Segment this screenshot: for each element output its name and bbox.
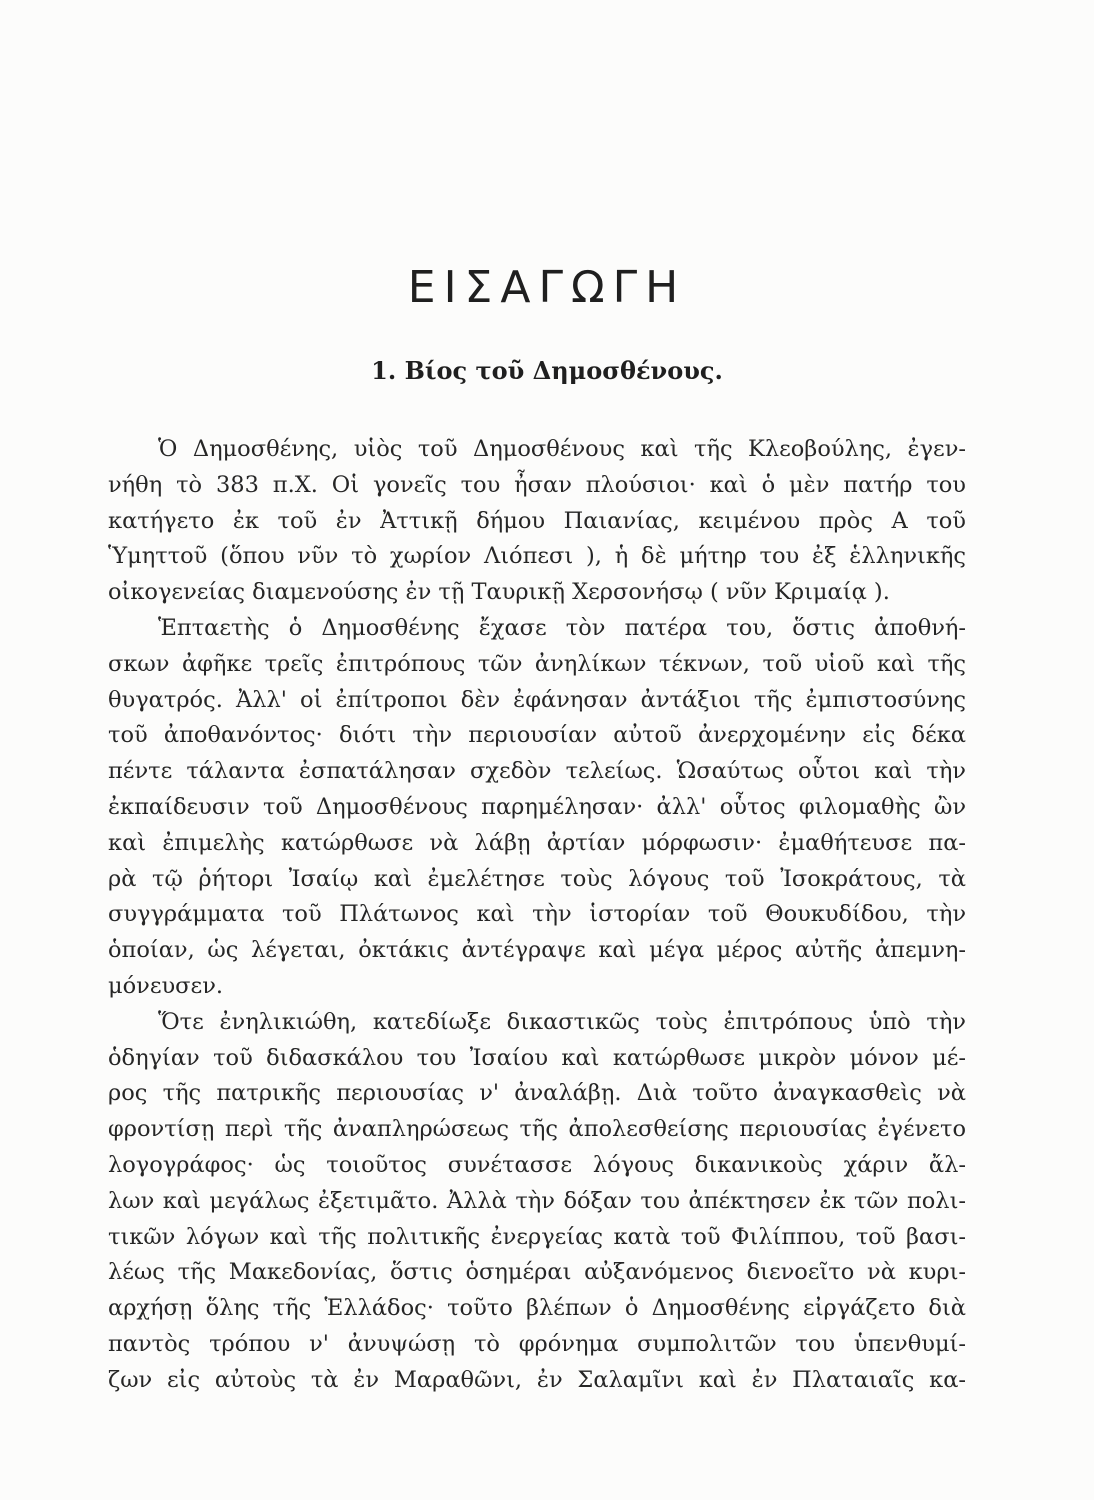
text-line: Ὅτε ἐνηλικιώθη, κατεδίωξε δικαστικῶς τοὺς ἐπιτρόπους ὑπὸ τὴν	[158, 1008, 966, 1035]
text-line: θυγατρός. Ἀλλ' οἱ ἐπίτροποι δὲν ἐφάνησαν ἀντάξιοι τῆς ἐμπιστοσύνης	[108, 686, 966, 713]
text-line: οἰκογενείας διαμενούσης ἐν τῇ Ταυρικῇ Χερσονήσῳ ( νῦν Κριμαίᾳ ).	[108, 579, 890, 606]
text-line: τοῦ ἀποθανόντος· διότι τὴν περιουσίαν αὐτοῦ ἀνερχομένην εἰς δέκα	[108, 722, 966, 749]
text-line: καὶ ἐπιμελὴς κατώρθωσε νὰ λάβῃ ἀρτίαν μόρφωσιν· ἐμαθήτευσε πα-	[108, 829, 966, 856]
body-text	[108, 432, 966, 1399]
text-line: πέντε τάλαντα ἐσπατάλησαν σχεδὸν τελείως. Ὡσαύτως οὗτοι καὶ τὴν	[108, 758, 966, 785]
text-line: Ὑμηττοῦ (ὅπου νῦν τὸ χωρίον Λιόπεσι ), ἡ δὲ μήτηρ του ἐξ ἑλληνικῆς	[108, 543, 966, 570]
text-line: κατήγετο ἐκ τοῦ ἐν Ἀττικῇ δήμου Παιανίας, κειμένου πρὸς Α τοῦ	[108, 507, 966, 534]
text-line: αρχήσῃ ὅλης τῆς Ἑλλάδος· τοῦτο βλέπων ὁ Δημοσθένης εἰργάζετο διὰ	[108, 1295, 966, 1322]
text-line: μόνευσεν.	[108, 972, 224, 999]
text-line: παντὸς τρόπου ν' ἀνυψώσῃ τὸ φρόνημα συμπολιτῶν του ὑπενθυμί-	[108, 1330, 966, 1357]
page-title: ΕΙΣΑΓΩΓΗ	[407, 262, 687, 313]
text-line: λων καὶ μεγάλως ἐξετιμᾶτο. Ἀλλὰ τὴν δόξαν του ἀπέκτησεν ἐκ τῶν πολι-	[108, 1187, 966, 1214]
text-line: λογογράφος· ὡς τοιοῦτος συνέτασσε λόγους δικανικοὺς χάριν ἄλ-	[108, 1151, 966, 1178]
text-line: ρος τῆς πατρικῆς περιουσίας ν' ἀναλάβῃ. Διὰ τοῦτο ἀναγκασθεὶς νὰ	[108, 1080, 966, 1107]
text-line: συγγράμματα τοῦ Πλάτωνος καὶ τὴν ἱστορίαν τοῦ Θουκυδίδου, τὴν	[108, 901, 966, 928]
section-heading: 1. Βίος τοῦ Δημοσθένους.	[371, 356, 723, 385]
text-line: Ὁ Δημοσθένης, υἱὸς τοῦ Δημοσθένους καὶ τῆς Κλεοβούλης, ἐγεν-	[158, 436, 966, 462]
text-line: νήθη τὸ 383 π.Χ. Οἱ γονεῖς του ἦσαν πλούσιοι· καὶ ὁ μὲν πατήρ του	[108, 471, 966, 498]
text-line: ὁδηγίαν τοῦ διδασκάλου του Ἰσαίου καὶ κατώρθωσε μικρὸν μόνον μέ-	[108, 1044, 966, 1071]
text-line: Ἑπταετὴς ὁ Δημοσθένης ἔχασε τὸν πατέρα του, ὅστις ἀποθνή-	[158, 614, 966, 641]
text-line: τικῶν λόγων καὶ τῆς πολιτικῆς ἐνεργείας κατὰ τοῦ Φιλίππου, τοῦ βασι-	[108, 1223, 966, 1250]
text-line: λέως τῆς Μακεδονίας, ὅστις ὁσημέραι αὐξανόμενος διενοεῖτο νὰ κυρι-	[108, 1259, 966, 1286]
text-line: ἐκπαίδευσιν τοῦ Δημοσθένους παρημέλησαν· ἀλλ' οὗτος φιλομαθὴς ὢν	[108, 793, 966, 820]
text-line: ζων εἰς αὐτοὺς τὰ ἐν Μαραθῶνι, ἐν Σαλαμῖνι καὶ ἐν Πλαταιαῖς κα-	[108, 1366, 966, 1393]
text-line: ρὰ τῷ ῥήτορι Ἰσαίῳ καὶ ἐμελέτησε τοὺς λόγους τοῦ Ἰσοκράτους, τὰ	[108, 865, 966, 892]
text-line: ὁποίαν, ὡς λέγεται, ὀκτάκις ἀντέγραψε καὶ μέγα μέρος αὐτῆς ἀπεμνη-	[108, 937, 966, 964]
text-line: σκων ἀφῆκε τρεῖς ἐπιτρόπους τῶν ἀνηλίκων τέκνων, τοῦ υἱοῦ καὶ τῆς	[108, 650, 966, 677]
text-line: φροντίσῃ περὶ τῆς ἀναπληρώσεως τῆς ἀπολεσθείσης περιουσίας ἐγένετο	[108, 1116, 966, 1143]
